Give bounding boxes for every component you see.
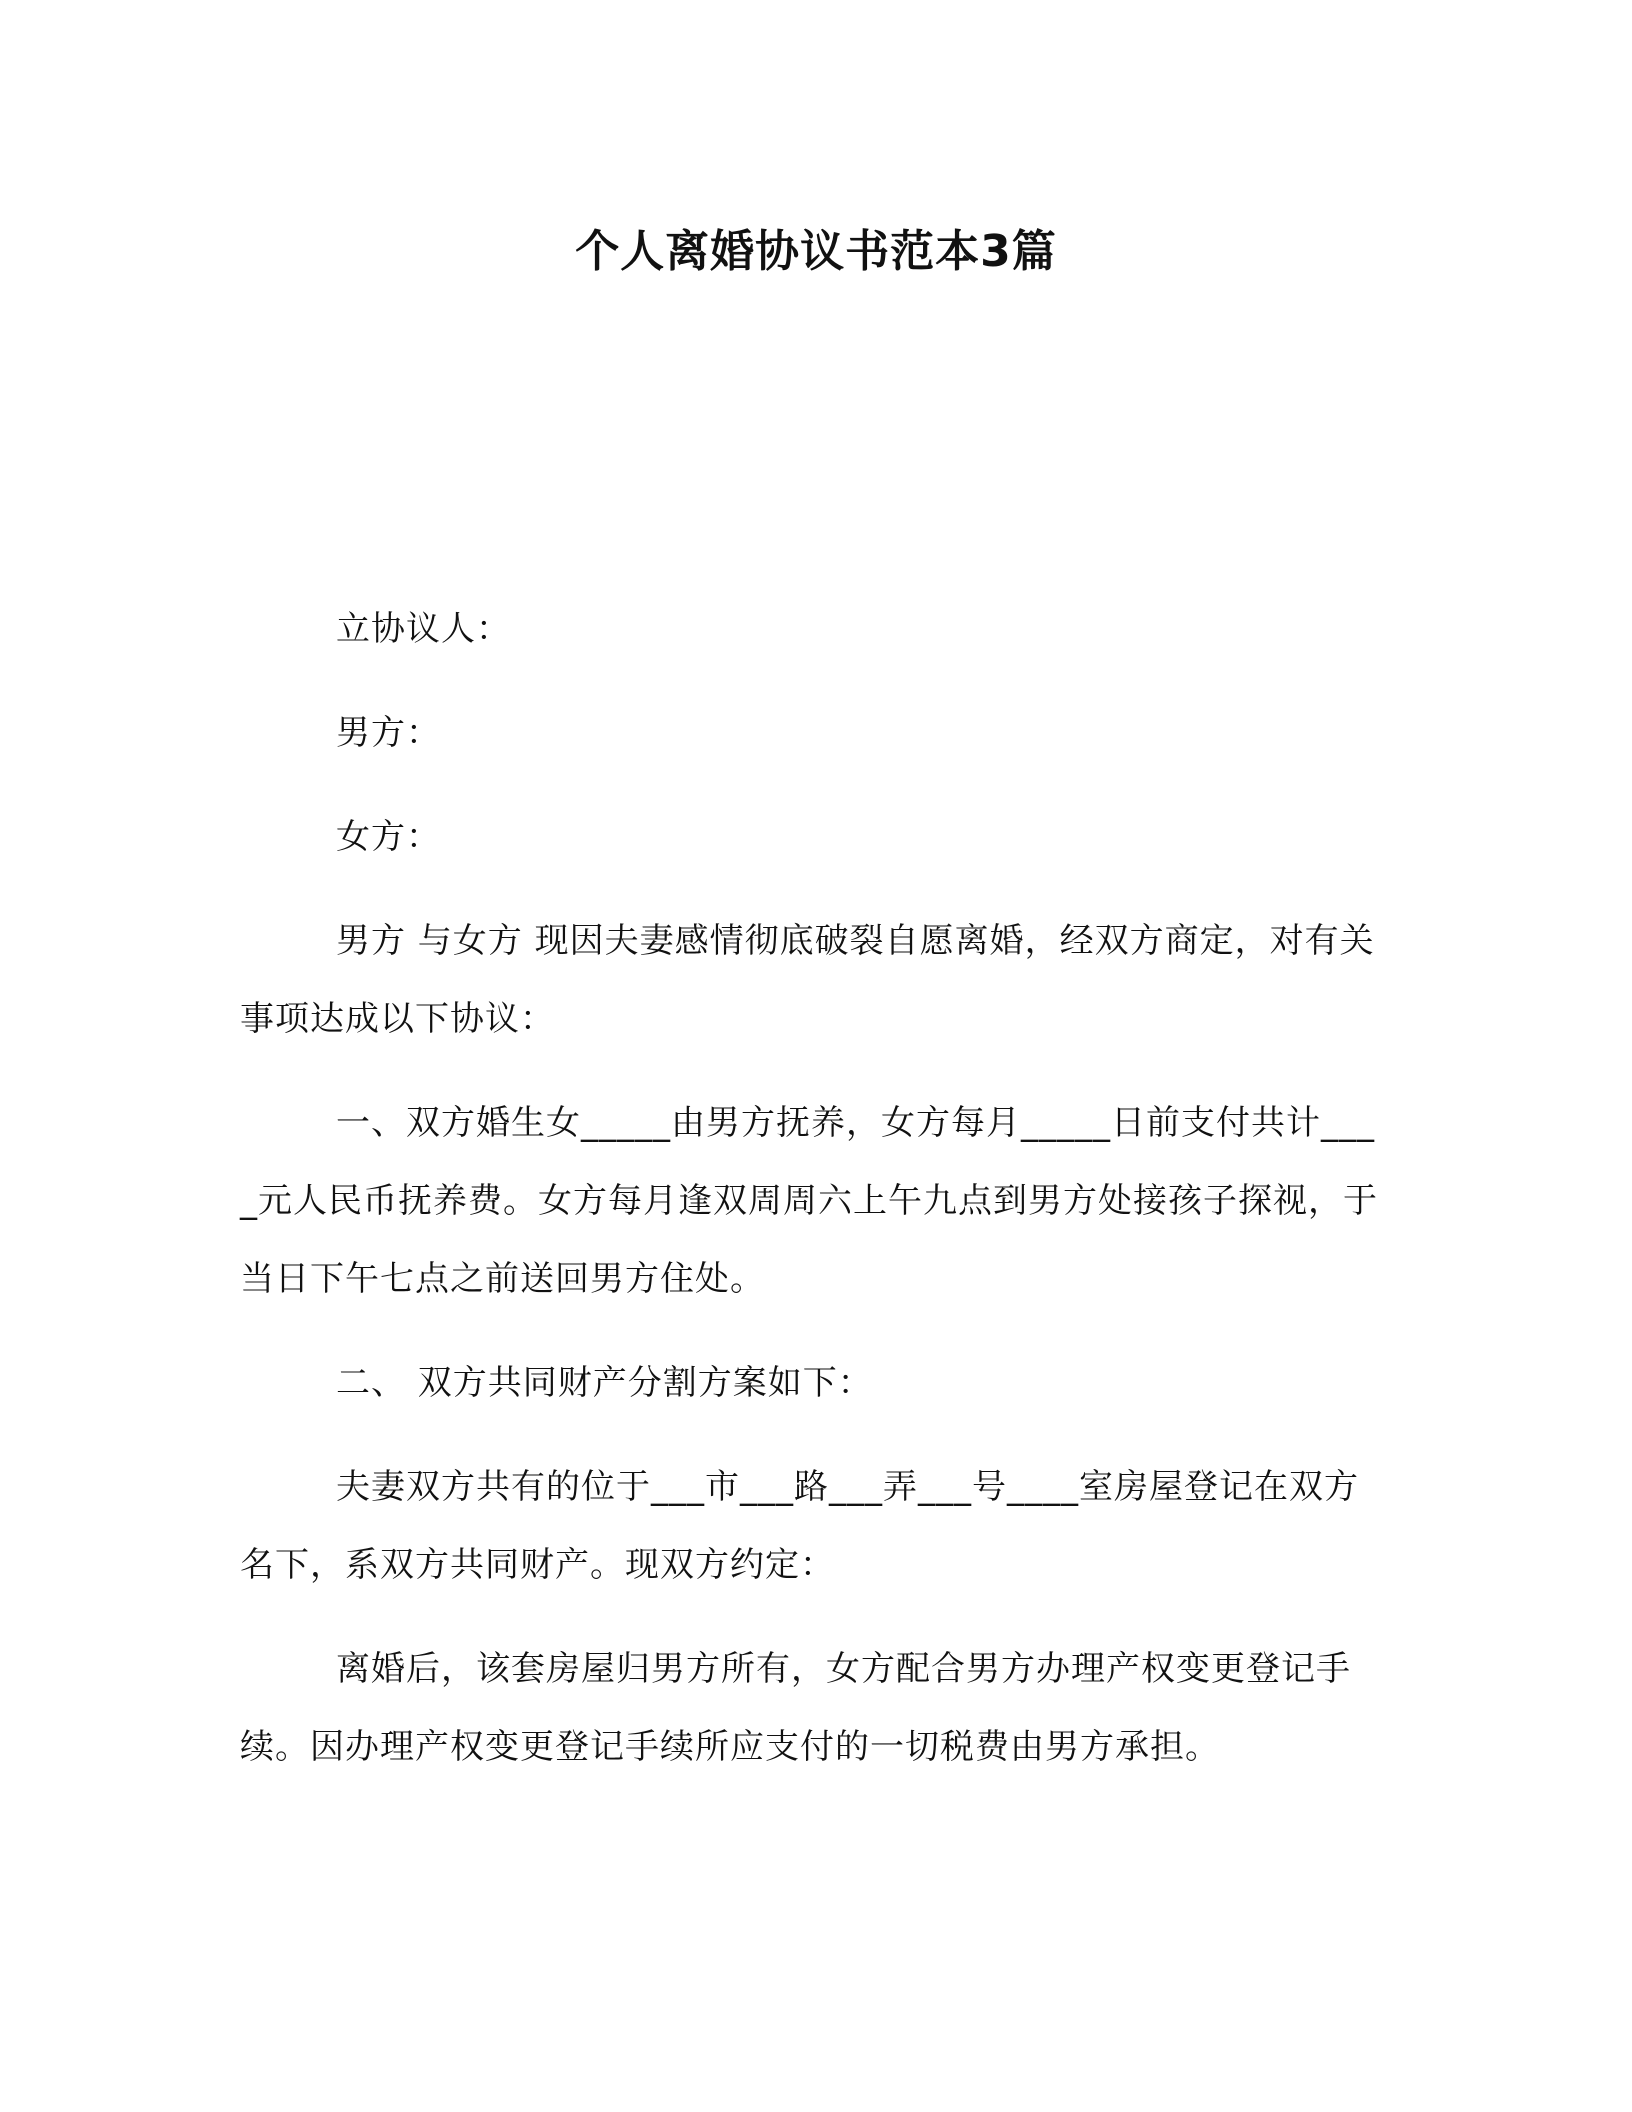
paragraph-clause-child-custody: 一、双方婚生女_____由男方抚养，女方每月_____日前支付共计____元人民币抚养费。女方每月逢双周周六上午九点到男方处接孩子探视，于当日下午七点之前送回男方住处。	[240, 1103, 1378, 1299]
paragraph-clause-property-heading: 二、 双方共同财产分割方案如下：	[336, 1363, 873, 1403]
paragraph-female-party: 女方：	[336, 817, 441, 857]
paragraph-male-party: 男方：	[336, 713, 441, 753]
paragraph-property-description: 夫妻双方共有的位于___市___路___弄___号____室房屋登记在双方名下，系双方共同财产。现双方约定：	[240, 1467, 1359, 1585]
paragraph-property-arrangement: 离婚后，该套房屋归男方所有，女方配合男方办理产权变更登记手续。因办理产权变更登记手续所应支付的一切税费由男方承担。	[240, 1649, 1351, 1767]
document-body	[240, 590, 1390, 1812]
document-title: 个人离婚协议书范本3篇	[575, 226, 1057, 277]
paragraph-parties-header: 立协议人：	[336, 609, 511, 649]
paragraph-agreement-intro: 男方 与女方 现因夫妻感情彻底破裂自愿离婚，经双方商定，对有关事项达成以下协议：	[240, 921, 1375, 1039]
